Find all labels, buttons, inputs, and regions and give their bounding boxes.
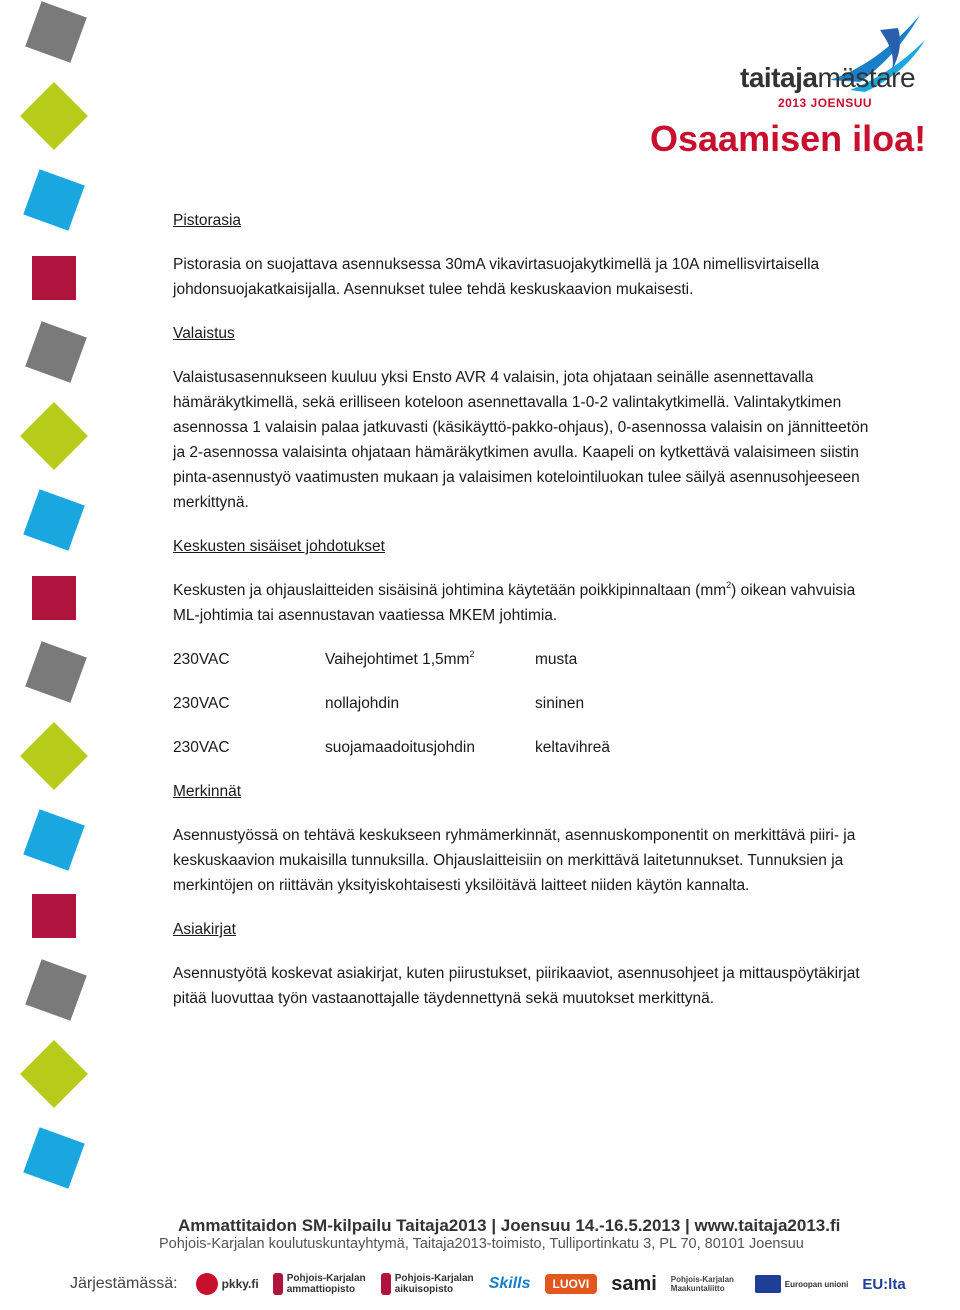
conductor-cell: Vaihejohtimet $1,5mm^2$ [325, 649, 475, 668]
logo-year: 2013 JOENSUU [778, 96, 873, 110]
footer-event-line: Ammattitaidon SM-kilpailu Taitaja2013 | Joensuu 14.-16.5.2013 | www.taitaja2013.fi [178, 1216, 841, 1235]
sponsor-logo: Pohjois-Karjalan Maakuntaliitto [670, 1275, 734, 1293]
color-cell: musta [535, 651, 578, 668]
sponsor-logo: sami [611, 1272, 657, 1295]
conductor-cell: nollajohdin [325, 695, 400, 712]
green-diamond-decor [20, 722, 88, 790]
gray-square-decor [25, 321, 87, 383]
logo-wordmark: taitajamästare [740, 62, 916, 93]
blue-square-decor [23, 809, 85, 871]
voltage-cell: 230VAC [173, 739, 230, 756]
sponsor-logo: Skills [488, 1275, 531, 1292]
ammattiopisto-icon [273, 1273, 283, 1295]
sponsor-logo: pkky.fi [196, 1273, 259, 1295]
document-body [173, 208, 873, 1011]
aikuisopisto-icon [381, 1273, 391, 1295]
sponsor-logo: Pohjois-Karjalan ammattiopisto [273, 1273, 367, 1295]
sponsor-logo: EU:lta [862, 1275, 906, 1293]
pkky-icon [196, 1273, 218, 1295]
blue-square-decor [23, 489, 85, 551]
paragraph-keskusten: Keskusten ja ohjauslaitteiden sisäisinä johtimina käytetään poikkipinnaltaan $(mm^2)$ oikean vahvuisia ML-johtimia tai asennustavan vaatiessa MKEM johtimia. [173, 580, 856, 624]
green-diamond-decor [20, 1040, 88, 1108]
gray-square-decor [25, 959, 87, 1021]
slogan: Osaamisen iloa! [650, 118, 927, 159]
sponsor-logo: LUOVI [545, 1274, 598, 1294]
heading-pistorasia: Pistorasia [173, 212, 242, 229]
conductor-cell: suojamaadoitusjohdin [325, 739, 475, 756]
gray-square-decor [25, 1, 87, 63]
paragraph-asiakirjat: Asennustyötä koskevat asiakirjat, kuten piirustukset, piirikaaviot, asennusohjeet ja mittauspöytäkirjat pitää luovuttaa työn vastaanottajalle täydennettynä sekä muutokset merkittynä. [173, 965, 860, 1007]
eu-flag-icon [755, 1275, 781, 1293]
taitaja-logo [650, 10, 930, 160]
voltage-cell: 230VAC [173, 651, 230, 668]
sponsor-logo: Pohjois-Karjalan aikuisopisto [381, 1273, 475, 1295]
heading-valaistus: Valaistus [173, 325, 235, 342]
sponsor-bar [70, 1264, 950, 1304]
color-cell: sininen [535, 695, 585, 712]
blue-square-decor [23, 1127, 85, 1189]
heading-asiakirjat: Asiakirjat [173, 921, 236, 938]
green-diamond-decor [20, 402, 88, 470]
red-square-decor [32, 256, 76, 300]
voltage-cell: 230VAC [173, 695, 230, 712]
table-row [173, 691, 873, 716]
heading-keskusten: Keskusten sisäiset johdotukset [173, 538, 385, 555]
organizer-label: Järjestämässä: [70, 1275, 178, 1292]
footer-address-line: Pohjois-Karjalan koulutuskuntayhtymä, Taitaja2013-toimisto, Tulliportinkatu 3, PL 70, 80101 Joensuu [159, 1236, 804, 1252]
conductor-table [173, 647, 873, 760]
paragraph-pistorasia: Pistorasia on suojattava asennuksessa 30mA vikavirtasuojakytkimellä ja 10A nimellisvirtaisella johdonsuojakatkaisijalla. Asennukset tulee tehdä keskuskaavion mukaisesti. [173, 256, 820, 298]
green-diamond-decor [20, 82, 88, 150]
table-row [173, 735, 873, 760]
paragraph-merkinnat: Asennustyössä on tehtävä keskukseen ryhmämerkinnät, asennuskomponentit on merkittävä piiri- ja keskuskaavion mukaisilla tunnuksilla. Ohjauslaitteisiin on merkittävä laitetunnukset. Tunnuksien ja merkintöjen on riittävän yksityiskohtaisesti yksilöitävä laitteet niiden käytön kannalta. [173, 827, 856, 894]
color-cell: keltavihreä [535, 739, 610, 756]
blue-square-decor [23, 169, 85, 231]
gray-square-decor [25, 641, 87, 703]
table-row [173, 647, 873, 672]
sponsor-logo: Euroopan unioni [755, 1275, 849, 1293]
red-square-decor [32, 894, 76, 938]
heading-merkinnat: Merkinnät [173, 783, 242, 800]
paragraph-valaistus: Valaistusasennukseen kuuluu yksi Ensto AVR 4 valaisin, jota ohjataan seinälle asennettavalla hämäräkytkimellä, sekä erilliseen koteloon asennettavalla 1-0-2 valintakytkimellä. Valintakytkimen asennossa 1 valaisin palaa jatkuvasti (käsikäyttö-pakko-ohjaus), 0-asennossa valaisin on jännitteetön ja 2-asennossa valaisinta ohjataan hämäräkytkimen avulla. Kaapeli on kytkettävä valaisimeen siistin pinta-asennustyö vaatimusten mukaan ja valaisimen kotelointiluokan tulee säilyä asennusohjeeseen merkittynä. [173, 369, 869, 511]
red-square-decor [32, 576, 76, 620]
